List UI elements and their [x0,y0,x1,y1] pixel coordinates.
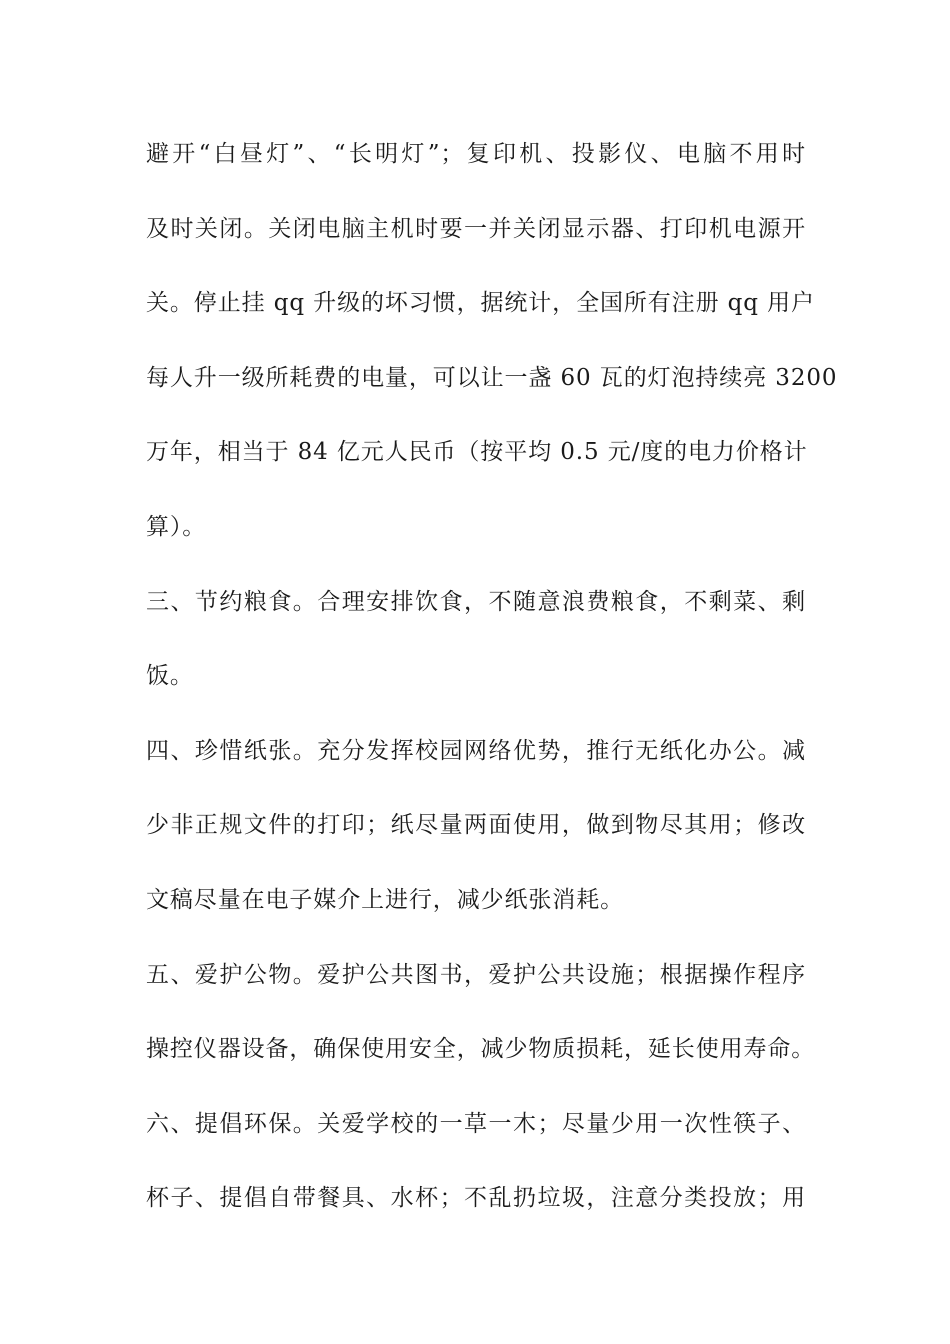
document-body [146,131,838,1250]
text-line: 关。停止挂 qq 升级的坏习惯，据统计，全国所有注册 qq 用户 [146,290,815,317]
text-line: 三、节约粮食。合理安排饮食，不随意浪费粮食，不剩菜、剩 [146,588,806,615]
text-line: 操控仪器设备，确保使用安全，减少物质损耗，延长使用寿命。 [146,1036,816,1063]
text-line: 每人升一级所耗费的电量，可以让一盏 60 瓦的灯泡持续亮 3200 [146,364,838,391]
text-line: 四、珍惜纸张。充分发挥校园网络优势，推行无纸化办公。减 [146,737,806,764]
text-line: 文稿尽量在电子媒介上进行，减少纸张消耗。 [146,886,624,913]
text-line: 杯子、提倡自带餐具、水杯；不乱扔垃圾，注意分类投放；用 [146,1185,806,1212]
text-line: 少非正规文件的打印；纸尽量两面使用，做到物尽其用；修改 [146,812,806,839]
text-line: 五、爱护公物。爱护公共图书，爱护公共设施；根据操作程序 [146,961,806,988]
text-line: 避开“白昼灯”、“长明灯”；复印机、投影仪、电脑不用时 [146,141,806,167]
text-line: 万年，相当于 84 亿元人民币（按平均 0.5 元/度的电力价格计 [146,439,808,466]
text-line: 六、提倡环保。关爱学校的一草一木；尽量少用一次性筷子、 [146,1110,806,1137]
text-line: 算）。 [146,513,207,540]
text-line: 饭。 [146,663,194,690]
text-line: 及时关闭。关闭电脑主机时要一并关闭显示器、打印机电源开 [146,215,806,242]
